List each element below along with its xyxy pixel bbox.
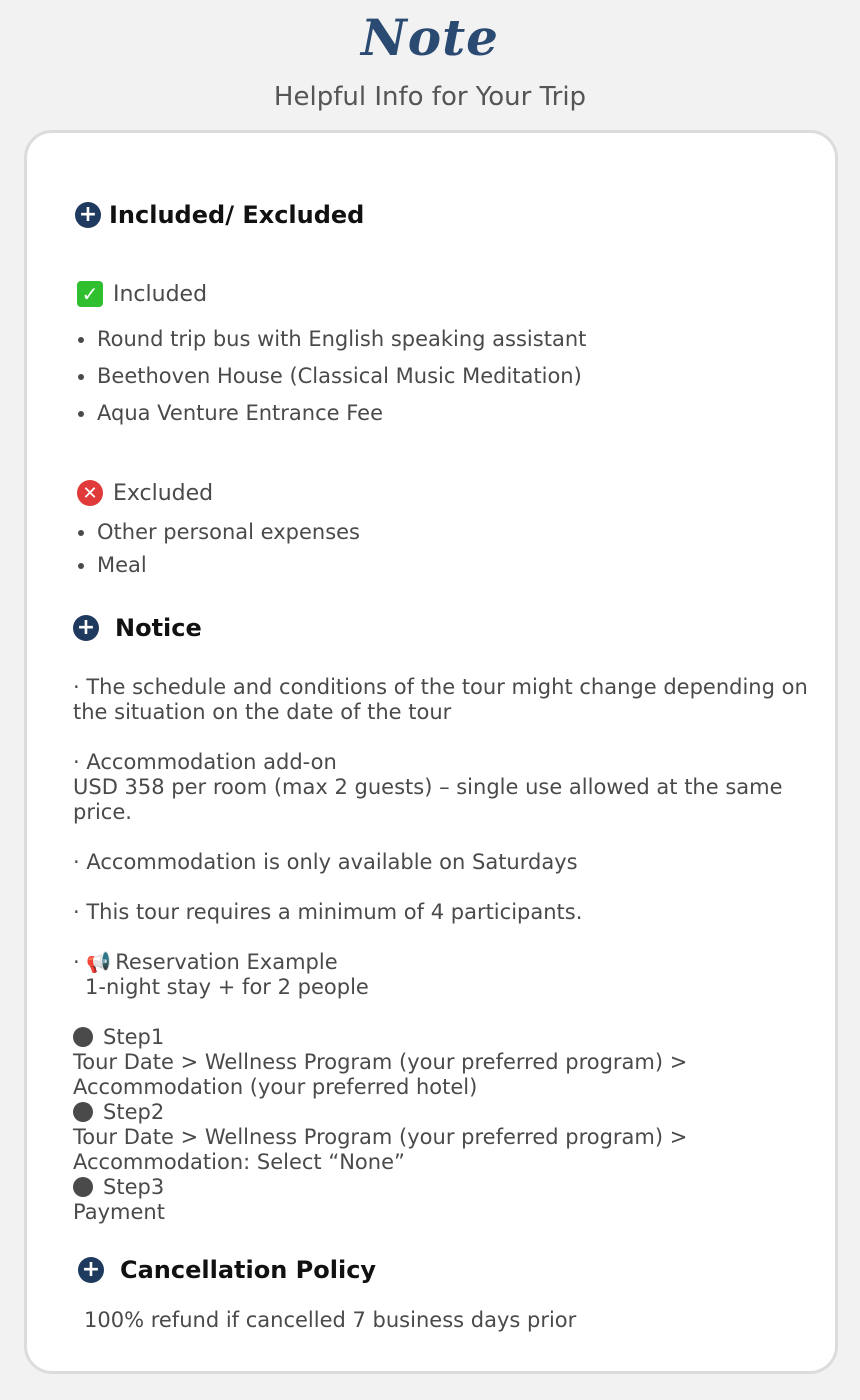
notice-paragraph-saturdays: · Accommodation is only available on Saturdays [73, 850, 578, 874]
page-subtitle: Helpful Info for Your Trip [273, 82, 587, 112]
filled-circle-icon [73, 1102, 93, 1122]
plus-circle-icon[interactable]: + [73, 615, 99, 641]
step3-heading [73, 1175, 164, 1200]
megaphone-icon: 📢 [86, 950, 112, 974]
filled-circle-icon [73, 1177, 93, 1197]
step-label: Step1 [103, 1025, 165, 1049]
notice-paragraph-minimum: · This tour requires a minimum of 4 participants. [73, 900, 583, 924]
reservation-example-body: 1-night stay + for 2 people [85, 975, 369, 999]
section-cancellation-header[interactable] [78, 1256, 376, 1284]
x-circle-icon: ✕ [77, 480, 103, 506]
step-label: Step2 [103, 1100, 165, 1124]
section-included-excluded-header[interactable] [75, 201, 364, 229]
filled-circle-icon [73, 1027, 93, 1047]
reservation-example-label: Reservation Example [115, 950, 338, 974]
plus-circle-icon[interactable]: + [75, 202, 101, 228]
info-card [24, 130, 838, 1374]
page-title: Note [361, 8, 499, 67]
section-notice-header[interactable] [73, 614, 202, 642]
list-item: • Round trip bus with English speaking assistant [97, 321, 586, 358]
step2-heading [73, 1100, 164, 1125]
included-label: Included [113, 281, 208, 307]
step2-text: Tour Date > Wellness Program (your preferred program) > Accommodation: Select “None” [73, 1125, 688, 1174]
notice-accommodation-addon-price: USD 358 per room (max 2 guests) – single use allowed at the same price. [73, 775, 783, 824]
included-list [51, 321, 586, 432]
step1-text: Tour Date > Wellness Program (your preferred program) > Accommodation (your preferred hotel) [73, 1050, 688, 1099]
section-title-included-excluded: Included/ Excluded [109, 201, 365, 229]
step3-text: Payment [73, 1200, 165, 1224]
list-item: • Meal [97, 549, 360, 582]
section-title-cancellation: Cancellation Policy [120, 1256, 377, 1284]
excluded-heading [77, 480, 213, 506]
notice-accommodation-addon-heading: · Accommodation add-on [73, 750, 337, 774]
reservation-example-heading: · 📢 Reservation Example [73, 950, 338, 974]
step1-heading [73, 1025, 164, 1050]
list-item: • Aqua Venture Entrance Fee [97, 395, 586, 432]
cancellation-policy-text: 100% refund if cancelled 7 business days prior [84, 1308, 577, 1332]
excluded-label: Excluded [113, 480, 214, 506]
list-item: • Beethoven House (Classical Music Meditation) [97, 358, 586, 395]
list-item: • Other personal expenses [97, 516, 360, 549]
check-box-icon: ✓ [77, 281, 103, 307]
included-heading [77, 281, 207, 307]
step-label: Step3 [103, 1175, 165, 1199]
section-title-notice: Notice [115, 614, 202, 642]
notice-paragraph-schedule: · The schedule and conditions of the tour might change depending on the situation on the date of the tour [73, 675, 808, 724]
plus-circle-icon[interactable]: + [78, 1257, 104, 1283]
excluded-list [51, 516, 360, 582]
